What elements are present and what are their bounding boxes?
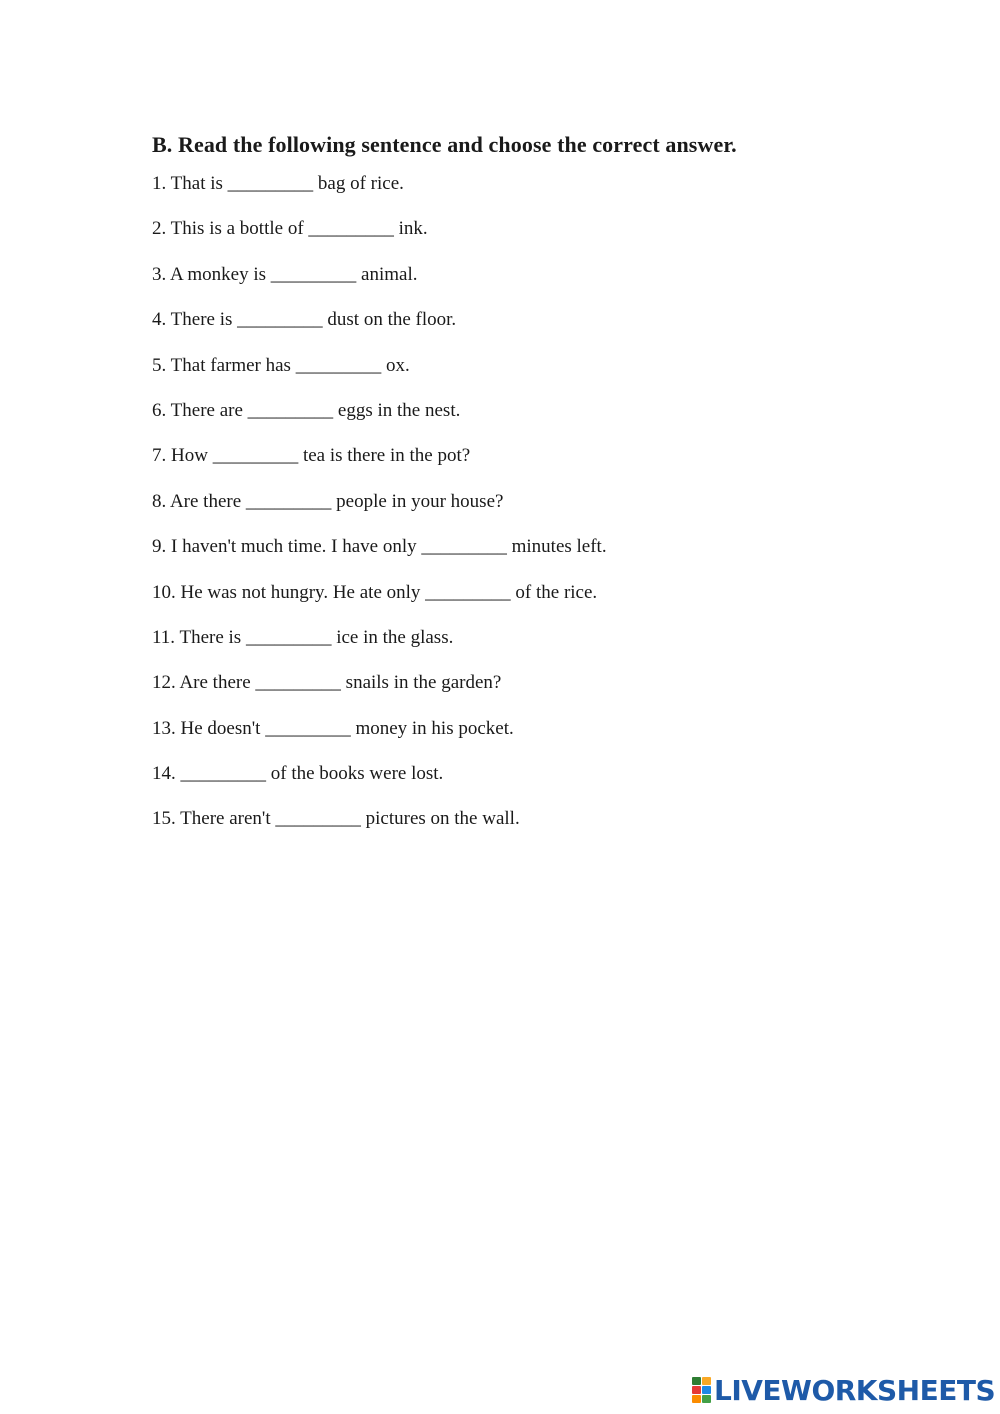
question-number: 4. <box>152 309 167 331</box>
logo-wordmark: LIVEWORKSHEETS <box>714 1373 996 1407</box>
question-number: 1. <box>152 173 167 194</box>
answer-blank[interactable]: _________ <box>308 218 394 240</box>
question-number: 7. <box>152 445 167 467</box>
question-number: 13. <box>152 717 176 739</box>
question-text-after: ink. <box>398 218 428 240</box>
answer-blank[interactable]: _________ <box>212 445 299 467</box>
question-text-after: dust on the floor. <box>327 309 457 331</box>
question-number: 10. <box>152 581 176 603</box>
question-text-before: Are there <box>169 490 242 512</box>
question-text-before: There aren't <box>180 808 271 830</box>
question-text-before: How <box>171 445 208 467</box>
answer-blank[interactable]: _________ <box>245 490 332 512</box>
question-item <box>152 444 912 468</box>
logo-blocks-icon <box>692 1377 712 1403</box>
question-text-after: animal. <box>361 263 418 285</box>
question-number: 12. <box>152 672 176 694</box>
worksheet <box>152 128 912 831</box>
answer-blank[interactable]: _________ <box>275 808 361 830</box>
answer-blank[interactable]: _________ <box>247 399 334 421</box>
answer-blank[interactable]: _________ <box>180 763 266 785</box>
answer-blank[interactable]: _________ <box>270 263 357 285</box>
logo-tile <box>702 1377 711 1385</box>
question-text-before: There is <box>179 626 242 648</box>
logo-tile <box>692 1377 701 1385</box>
exercise-heading: B. Read the following sentence and choose the correct answer. <box>152 132 737 157</box>
logo-tile <box>692 1395 701 1403</box>
question-number: 5. <box>152 354 167 376</box>
question-item <box>152 626 912 650</box>
question-number: 15. <box>152 808 176 830</box>
question-text-after: pictures on the wall. <box>365 808 520 830</box>
question-item <box>152 490 912 514</box>
question-text-after: eggs in the nest. <box>337 399 461 421</box>
question-text-before: Are there <box>179 672 251 694</box>
logo-tile <box>692 1386 701 1394</box>
question-text-before: He doesn't <box>180 717 261 739</box>
question-text-after: ice in the glass. <box>336 626 454 648</box>
question-item <box>152 807 912 831</box>
question-text-after: money in his pocket. <box>355 717 514 739</box>
question-text-after: tea is there in the pot? <box>302 445 471 467</box>
answer-blank[interactable]: _________ <box>237 309 323 331</box>
question-text-after: bag of rice. <box>317 173 404 194</box>
question-number: 9. <box>152 536 167 558</box>
question-item <box>152 671 912 695</box>
question-item <box>152 399 912 423</box>
liveworksheets-logo <box>692 1374 995 1406</box>
question-text-before: I haven't much time. I have only <box>171 536 417 558</box>
question-number: 14. <box>152 763 176 785</box>
answer-blank[interactable]: _________ <box>227 173 314 194</box>
question-number: 6. <box>152 399 167 421</box>
logo-tile <box>702 1395 711 1403</box>
question-item <box>152 217 912 241</box>
answer-blank[interactable]: _________ <box>295 354 382 376</box>
question-item <box>152 535 912 559</box>
question-item <box>152 354 912 378</box>
question-text-before: There are <box>170 399 243 421</box>
question-number: 11. <box>152 626 176 648</box>
question-text-after: people in your house? <box>336 490 504 512</box>
question-text-after: of the rice. <box>515 581 598 603</box>
question-item <box>152 172 912 196</box>
question-item <box>152 717 912 741</box>
answer-blank[interactable]: _________ <box>255 672 341 694</box>
question-text-after: of the books were lost. <box>270 763 444 785</box>
question-number: 2. <box>152 218 167 240</box>
answer-blank[interactable]: _________ <box>245 626 332 648</box>
question-text-before: That is <box>170 173 223 194</box>
question-text-after: ox. <box>385 354 410 376</box>
answer-blank[interactable]: _________ <box>265 717 351 739</box>
question-item <box>152 581 912 605</box>
question-number: 8. <box>152 490 167 512</box>
question-item <box>152 263 912 287</box>
question-text-after: snails in the garden? <box>345 672 502 694</box>
question-item <box>152 762 912 786</box>
question-text-before: He was not hungry. He ate only <box>180 581 421 603</box>
question-item <box>152 308 912 332</box>
question-text-before: That farmer has <box>170 354 291 376</box>
question-list <box>152 172 912 831</box>
question-number: 3. <box>152 263 167 285</box>
answer-blank[interactable]: _________ <box>421 536 507 558</box>
question-text-after: minutes left. <box>511 536 607 558</box>
question-text-before: There is <box>170 309 233 331</box>
logo-tile <box>702 1386 711 1394</box>
question-text-before: This is a bottle of <box>170 218 304 240</box>
answer-blank[interactable]: _________ <box>425 581 511 603</box>
question-text-before: A monkey is <box>169 263 267 285</box>
